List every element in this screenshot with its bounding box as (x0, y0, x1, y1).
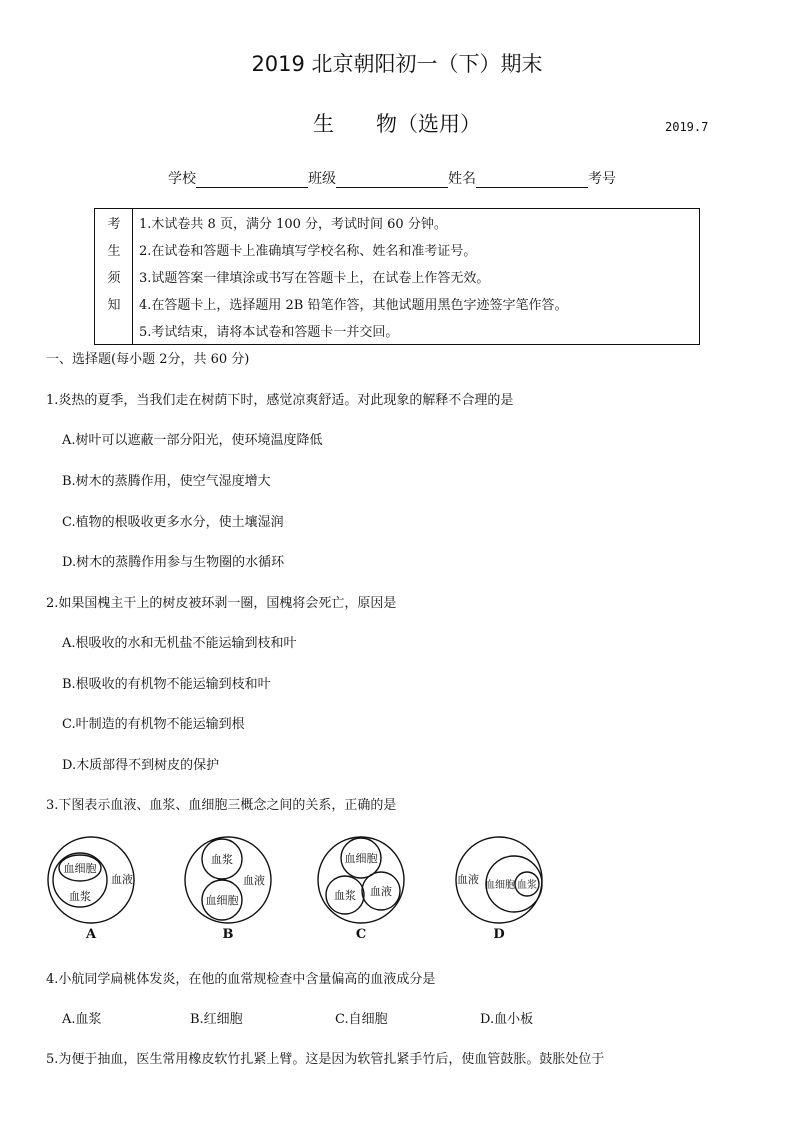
exam-subject: 生 物（选用） (313, 112, 481, 136)
diagram-b-outer-text: 血液 (243, 874, 265, 887)
notice-side-char: 考 (107, 217, 121, 232)
option-a[interactable]: A.血浆 (62, 1012, 102, 1027)
diagram-d-middle-text: 血细胞 (485, 880, 515, 891)
notice-side-char: 生 (107, 244, 121, 259)
diagram-b-top-text: 血浆 (211, 853, 233, 866)
diagram-c-outer-circle[interactable] (318, 837, 404, 923)
diagram-d-inner-text: 血浆 (517, 880, 537, 891)
diagram-label-b[interactable]: B (222, 927, 234, 942)
option-d[interactable]: D.血小板 (480, 1012, 534, 1027)
exam-date: 2019.7 (665, 120, 709, 134)
question-stem: 4.小航同学扁桃体发炎，在他的血常规检查中含量偏高的血液成分是 (46, 972, 436, 987)
question-stem: 3.下图表示血液、血浆、血细胞三概念之间的关系，正确的是 (46, 798, 397, 813)
notice-item: 2.在试卷和答题卡上准确填写学校名称、姓名和准考证号。 (139, 244, 477, 259)
diagram-a-middle-text: 血浆 (69, 890, 91, 903)
notice-item: 1.木试卷共 8 页，满分 100 分，考试时间 60 分钟。 (139, 217, 447, 232)
option-b[interactable]: B.树木的蒸腾作用，使空气湿度增大 (62, 474, 271, 489)
notice-side-char: 知 (107, 298, 121, 313)
diagram-a-inner-text: 血细胞 (63, 862, 97, 875)
option-c[interactable]: C.叶制造的有机物不能运输到根 (62, 717, 245, 732)
notice-side-char: 须 (107, 271, 121, 286)
exam-no-label: 考号 (588, 171, 616, 187)
class-blank[interactable] (336, 172, 448, 188)
option-d[interactable]: D.木质部得不到树皮的保护 (62, 758, 220, 773)
class-label: 班级 (308, 171, 336, 187)
diagram-label-c[interactable]: C (355, 927, 367, 942)
name-label: 姓名 (448, 171, 476, 187)
notice-item: 3.试题答案一律填涂或书写在答题卡上，在试卷上作答无效。 (139, 271, 490, 286)
section-heading: 一、选择题(每小题 2分，共 60 分) (46, 352, 250, 367)
option-a[interactable]: A.根吸收的水和无机盐不能运输到枝和叶 (62, 636, 297, 651)
notice-side-label (95, 209, 133, 344)
option-c[interactable]: C.植物的根吸收更多水分，使土壤湿润 (62, 515, 284, 530)
exam-title: 2019 北京朝阳初一（下）期末 (251, 52, 543, 76)
name-blank[interactable] (476, 172, 588, 188)
diagram-b-bottom-text: 血细胞 (205, 894, 239, 907)
notice-item: 5.考试结束，请将本试卷和答题卡一并交回。 (139, 325, 399, 340)
exam-notice-box (94, 208, 700, 345)
notice-item: 4.在答题卡上，选择题用 2B 铅笔作答，其他试题用黑色字迹签字笔作答。 (139, 298, 568, 313)
question-stem: 2.如果国槐主干上的树皮被环剥一圈，国槐将会死亡，原因是 (46, 596, 397, 611)
blood-concept-diagram (40, 830, 560, 945)
option-b[interactable]: B.根吸收的有机物不能运输到枝和叶 (62, 677, 271, 692)
option-d[interactable]: D.树木的蒸腾作用参与生物圈的水循环 (62, 555, 285, 570)
diagram-label-d[interactable]: D (493, 927, 505, 942)
diagram-a-outer-text: 血液 (111, 873, 133, 886)
diagram-c-top-text: 血细胞 (344, 852, 378, 865)
diagram-d-outer-text: 血液 (457, 873, 479, 886)
option-b[interactable]: B.红细胞 (190, 1012, 243, 1027)
option-c[interactable]: C.自细胞 (335, 1012, 388, 1027)
school-label: 学校 (168, 171, 196, 187)
diagram-c-left-text: 血浆 (334, 889, 356, 902)
diagram-label-a[interactable]: A (85, 927, 97, 942)
question-stem: 1.炎热的夏季，当我们走在树荫下时，感觉凉爽舒适。对此现象的解释不合理的是 (46, 393, 514, 408)
question-stem: 5.为便于抽血，医生常用橡皮软竹扎紧上臂。这是因为软管扎紧手竹后，使血管鼓胀。鼓胀处位于 (46, 1052, 605, 1067)
diagram-c-right-text: 血液 (370, 885, 392, 898)
school-blank[interactable] (196, 172, 308, 188)
option-a[interactable]: A.树叶可以遮蔽一部分阳光，使环境温度降低 (62, 433, 323, 448)
student-info-row (168, 168, 616, 188)
